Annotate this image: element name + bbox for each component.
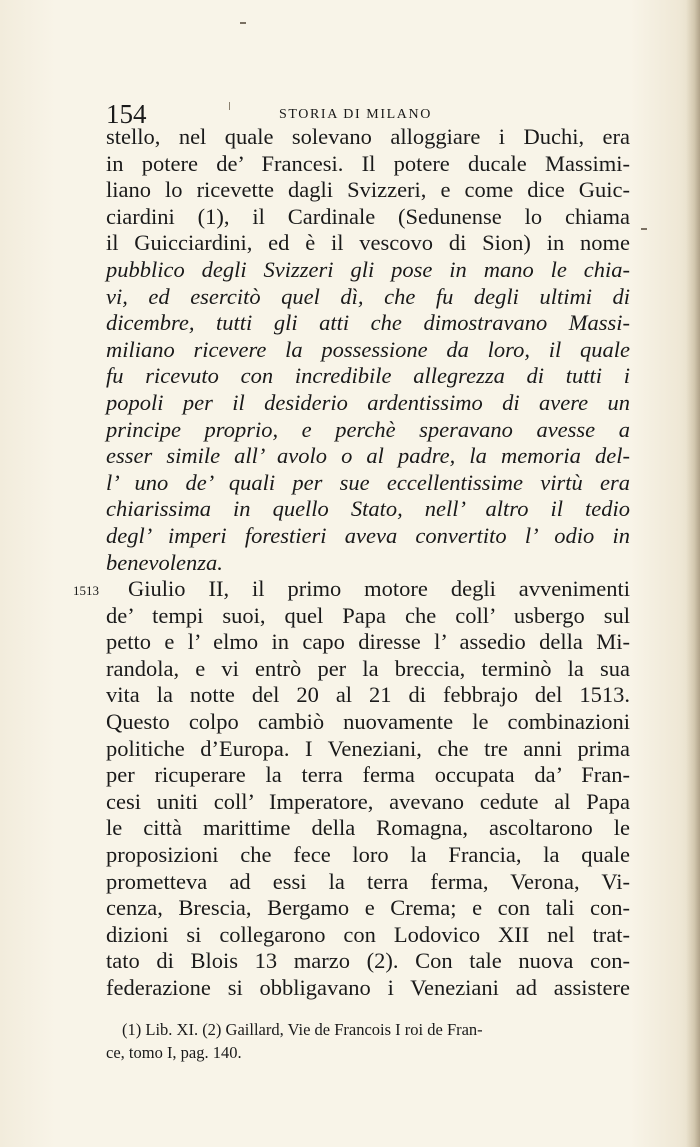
text-line: Questo colpo cambiò nuovamente le combinazioni bbox=[106, 709, 630, 735]
footnotes bbox=[106, 1018, 626, 1064]
footnote-line: ce, tomo I, pag. 140. bbox=[106, 1043, 242, 1062]
text-line: stello, nel quale solevano alloggiare i Duchi, era bbox=[106, 124, 630, 149]
text-line: prometteva ad essi la terra ferma, Verona, Vi- bbox=[106, 868, 630, 894]
text-line: l’ uno de’ quali per sue eccellentissime virtù era bbox=[106, 469, 630, 495]
text-line: cenza, Brescia, Bergamo e Crema; e con tali con- bbox=[106, 895, 630, 921]
text-line: liano lo ricevette dagli Svizzeri, e come dice Guic- bbox=[106, 177, 630, 203]
text-line: popoli per il desiderio ardentissimo di avere un bbox=[106, 389, 630, 415]
text-line: esser simile all’ avolo o al padre, la memoria del- bbox=[106, 443, 630, 469]
text-line: ciardini (1), il Cardinale (Sedunense lo chiama bbox=[106, 203, 630, 229]
print-mark bbox=[240, 22, 246, 24]
text-line: il Guicciardini, ed è il vescovo di Sion) in nome bbox=[106, 230, 630, 256]
text-line: principe proprio, e perchè speravano avesse a bbox=[106, 416, 630, 442]
text-line: dicembre, tutti gli atti che dimostravano Massi- bbox=[106, 310, 630, 336]
text-line: per ricuperare la terra ferma occupata da’ Fran- bbox=[106, 762, 630, 788]
running-title: STORIA DI MILANO bbox=[279, 107, 432, 122]
text-line: politiche d’Europa. I Veneziani, che tre anni prima bbox=[106, 735, 630, 761]
text-line: miliano ricevere la possessione da loro, il quale bbox=[106, 336, 630, 362]
text-line: tato di Blois 13 marzo (2). Con tale nuova con- bbox=[106, 948, 630, 974]
text-line: vi, ed esercitò quel dì, che fu degli ultimi di bbox=[106, 283, 630, 309]
text-line: cesi uniti coll’ Imperatore, avevano cedute al Papa bbox=[106, 788, 630, 814]
text-line: petto e l’ elmo in capo diresse l’ assedio della Mi- bbox=[106, 629, 630, 655]
text-line: Giulio II, il primo motore degli avvenimenti bbox=[128, 576, 630, 602]
page-number: 154 bbox=[106, 99, 147, 129]
text-line: vita la notte del 20 al 21 di febbrajo del 1513. bbox=[106, 682, 630, 708]
text-line: de’ tempi suoi, quel Papa che coll’ usbergo sul bbox=[106, 602, 630, 628]
text-line: le città marittime della Romagna, ascoltarono le bbox=[106, 815, 630, 841]
margin-year-note: 1513 bbox=[73, 583, 99, 598]
footnote-line: (1) Lib. XI. (2) Gaillard, Vie de Francois I roi de Fran- bbox=[122, 1020, 483, 1039]
text-line: fu ricevuto con incredibile allegrezza di tutti i bbox=[106, 363, 630, 389]
text-line: dizioni si collegarono con Lodovico XII nel trat- bbox=[106, 921, 630, 947]
body-text bbox=[106, 124, 630, 1002]
text-line: in potere de’ Francesi. Il potere ducale Massimi- bbox=[106, 150, 630, 176]
text-line: degl’ imperi forestieri aveva convertito l’ odio in bbox=[106, 522, 630, 548]
text-line: proposizioni che fece loro la Francia, la quale bbox=[106, 842, 630, 868]
text-line: benevolenza. bbox=[106, 549, 223, 575]
text-line: chiarissima in quello Stato, nell’ altro il tedio bbox=[106, 496, 630, 522]
text-line: federazione si obbligavano i Veneziani ad assistere bbox=[106, 975, 630, 1000]
page-edge-shadow bbox=[686, 0, 700, 1147]
text-line: pubblico degli Svizzeri gli pose in mano le chia- bbox=[106, 256, 630, 282]
print-mark bbox=[641, 228, 647, 230]
text-line: randola, e vi entrò per la breccia, terminò la sua bbox=[106, 655, 630, 681]
